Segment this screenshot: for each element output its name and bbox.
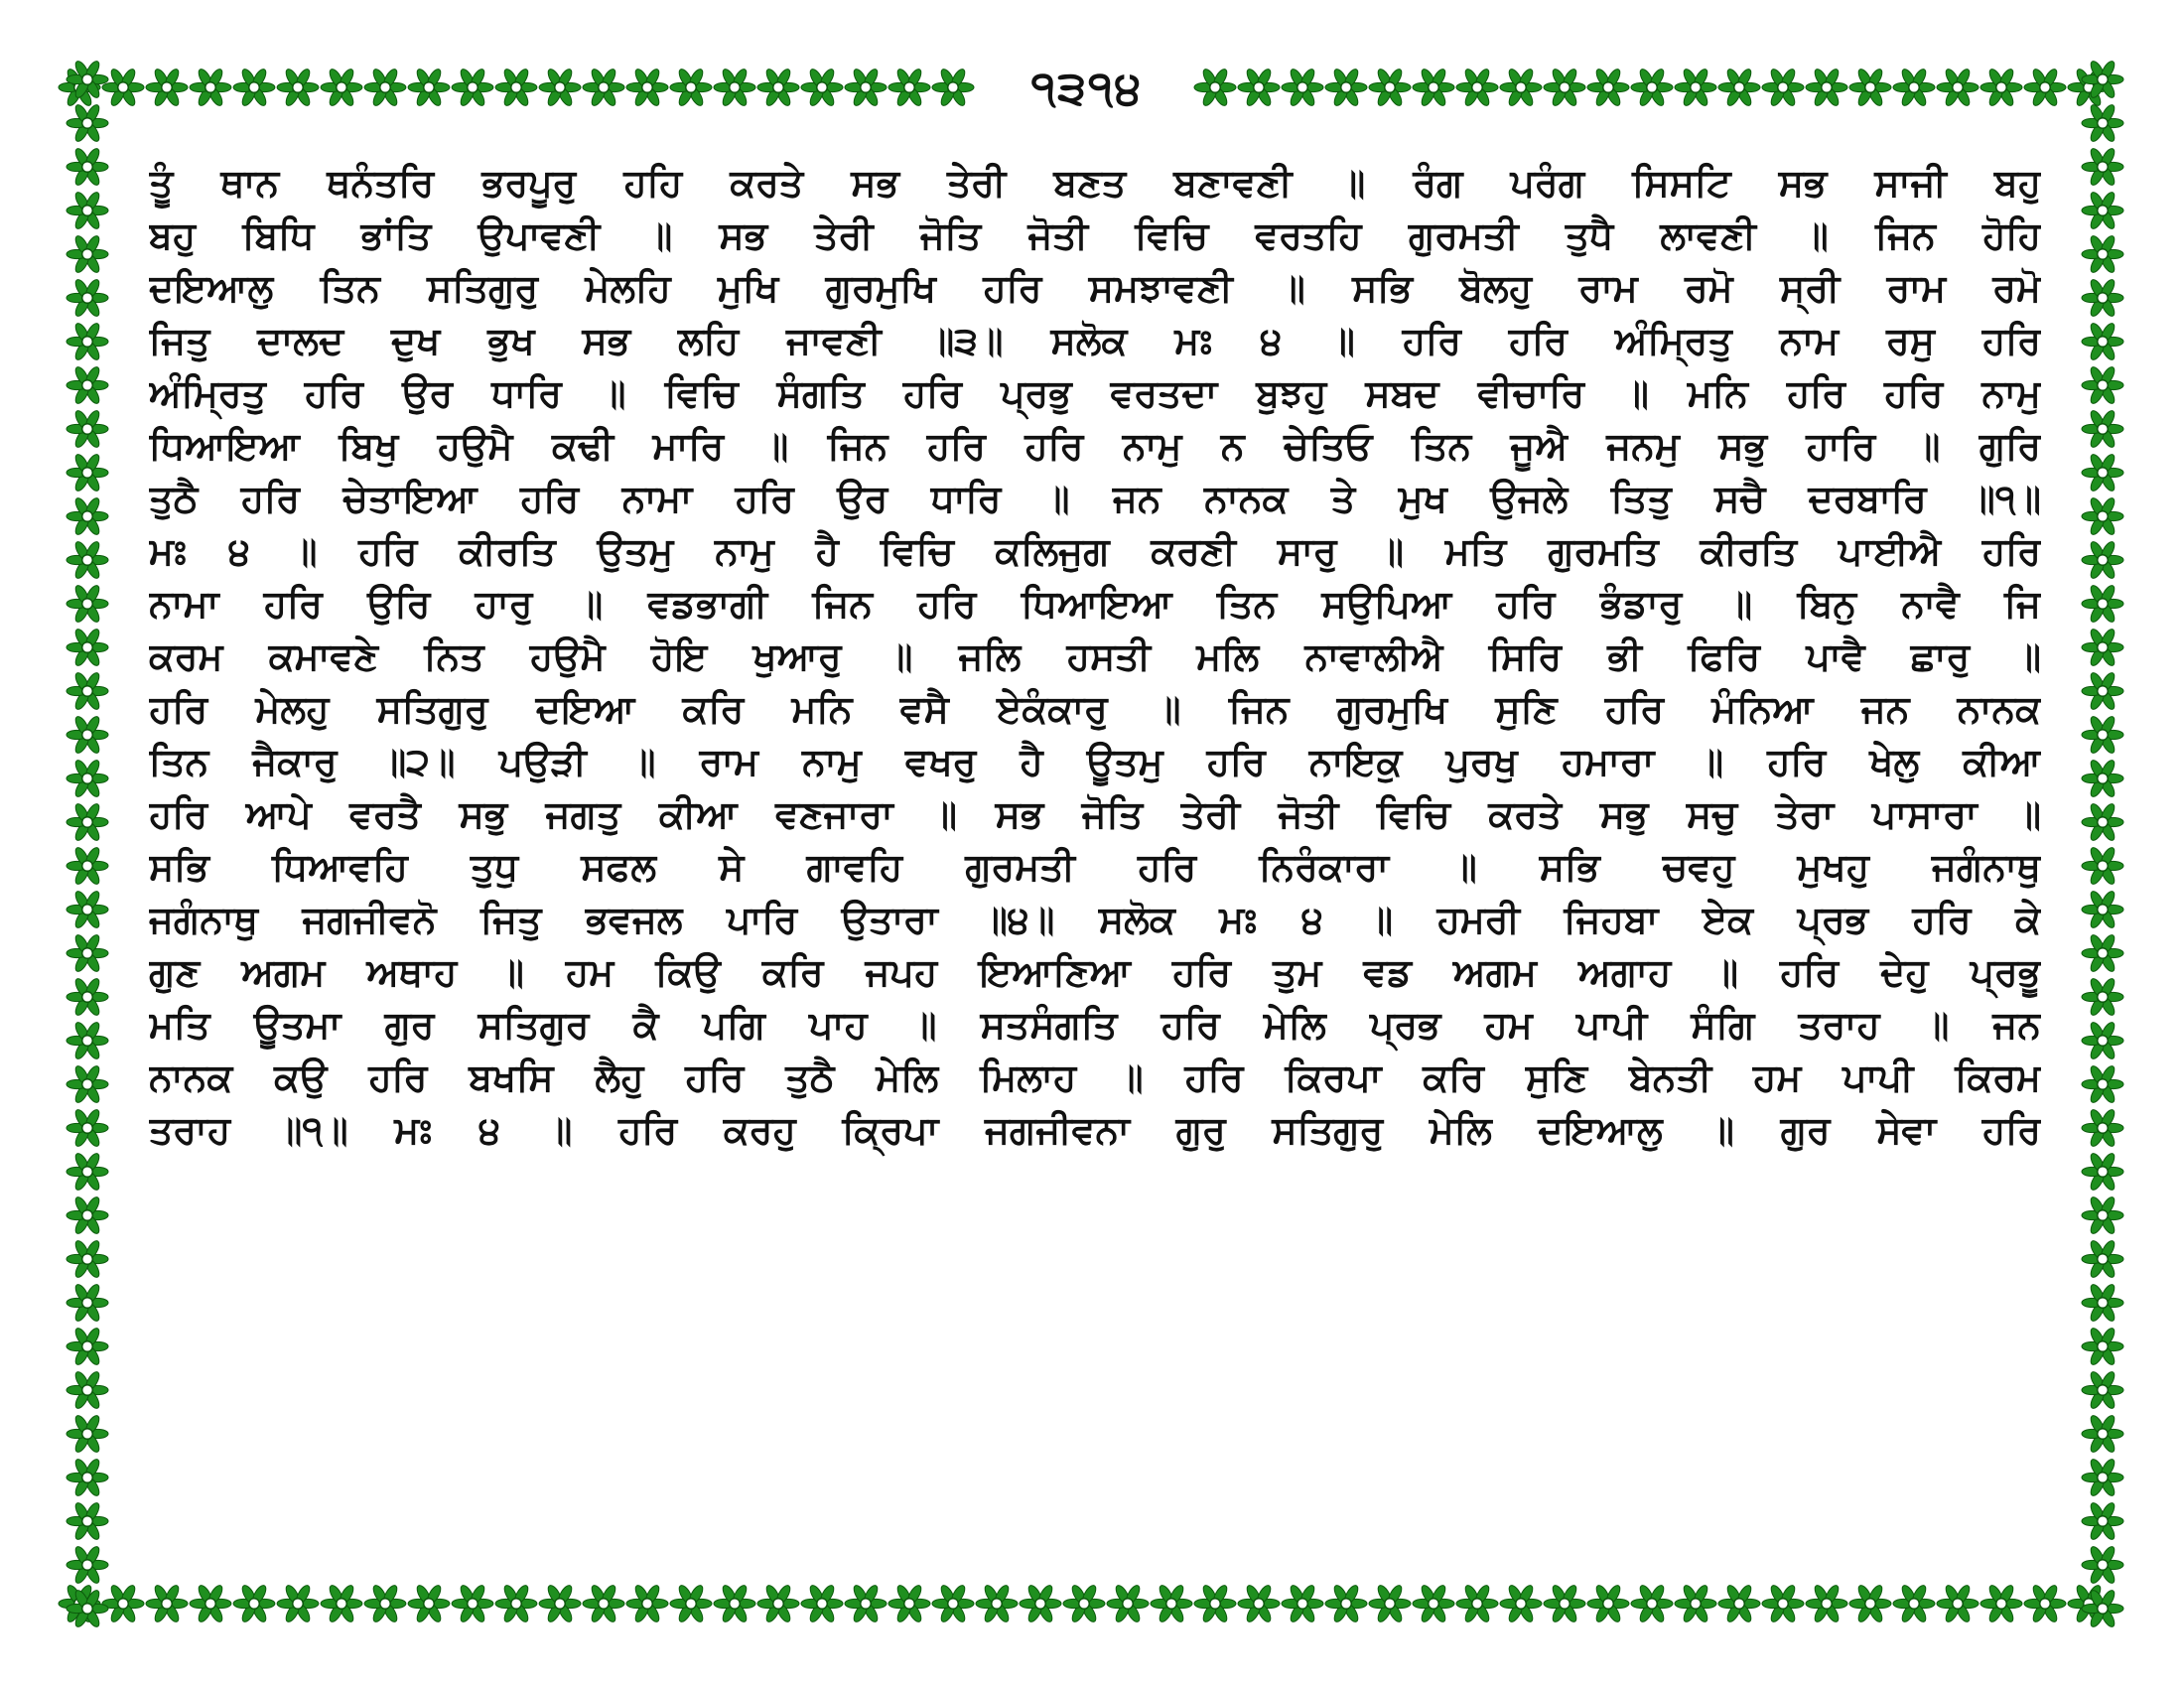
flower-icon <box>670 68 712 108</box>
flower-icon <box>2082 977 2123 1018</box>
text-line: ਤੂੰ ਥਾਨ ਥਨੰਤਰਿ ਭਰਪੂਰੁ ਹਹਿ ਕਰਤੇ ਸਭ ਤੇਰੀ ਬਣਤ ਬਣਾਵਣੀ ॥ ਰੰਗ ਪਰੰਗ ਸਿਸਟਿ ਸਭ ਸਾਜੀ ਬਹੁ <box>149 161 2041 205</box>
flower-icon <box>714 68 755 108</box>
flower-icon <box>2082 1283 2123 1324</box>
flower-icon <box>67 1196 108 1236</box>
flower-icon <box>1238 1584 1280 1624</box>
flower-icon <box>67 1152 108 1193</box>
flower-icon <box>2082 671 2123 712</box>
flower-icon <box>757 1584 799 1624</box>
flower-icon <box>1675 68 1716 108</box>
flower-icon <box>2082 103 2123 144</box>
page-number: ੧੩੧੪ <box>1030 61 1144 114</box>
flower-icon <box>539 1584 581 1624</box>
flower-icon <box>2082 890 2123 930</box>
flower-icon <box>2082 1108 2123 1149</box>
flower-icon <box>1762 68 1804 108</box>
flower-icon <box>1893 1584 1935 1624</box>
flower-icon <box>2082 1414 2123 1455</box>
text-line: ਬਹੁ ਬਿਧਿ ਭਾਂਤਿ ਉਪਾਵਣੀ ॥ ਸਭ ਤੇਰੀ ਜੋਤਿ ਜੋਤੀ ਵਿਚਿ ਵਰਤਹਿ ਗੁਰਮਤੀ ਤੁਧੈ ਲਾਵਣੀ ॥ ਜਿਨ ਹੋਹਿ <box>149 213 2041 257</box>
flower-icon <box>2082 365 2123 406</box>
flower-icon <box>583 1584 624 1624</box>
text-line: ਧਿਆਇਆ ਬਿਖੁ ਹਉਮੈ ਕਢੀ ਮਾਰਿ ॥ ਜਿਨ ਹਰਿ ਹਰਿ ਨਾਮੁ ਨ ਚੇਤਿਓ ਤਿਨ ਜੂਐ ਜਨਮੁ ਸਭੁ ਹਾਰਿ ॥ ਗੁਰਿ <box>149 424 2041 468</box>
flower-icon <box>2082 1327 2123 1367</box>
flower-icon <box>1282 1584 1323 1624</box>
flower-icon <box>1413 68 1454 108</box>
flower-icon <box>1544 1584 1585 1624</box>
flower-icon <box>2082 496 2123 537</box>
flower-icon <box>626 1584 668 1624</box>
flower-icon <box>1325 68 1367 108</box>
flower-icon <box>67 1064 108 1105</box>
text-line: ਹਰਿ ਮੇਲਹੁ ਸਤਿਗੁਰੁ ਦਇਆ ਕਰਿ ਮਨਿ ਵਸੈ ਏਕੰਕਾਰੁ ॥ ਜਿਨ ਗੁਰਮੁਖਿ ਸੁਣਿ ਹਰਿ ਮੰਨਿਆ ਜਨ ਨਾਨਕ <box>149 687 2041 731</box>
flower-icon <box>1325 1584 1367 1624</box>
floral-border-right <box>2073 58 2132 1633</box>
text-line: ਜਿਤੁ ਦਾਲਦ ਦੁਖ ਭੁਖ ਸਭ ਲਹਿ ਜਾਵਣੀ ॥੩॥ ਸਲੋਕ ਮਃ ੪ ॥ ਹਰਿ ਹਰਿ ਅੰਮ੍ਰਿਤੁ ਨਾਮ ਰਸੁ ਹਰਿ <box>149 319 2041 362</box>
flower-icon <box>67 1589 108 1629</box>
flower-icon <box>190 1584 231 1624</box>
flower-icon <box>277 68 319 108</box>
flower-icon <box>2082 147 2123 188</box>
text-line: ਨਾਮਾ ਹਰਿ ਉਰਿ ਹਾਰੁ ॥ ਵਡਭਾਗੀ ਜਿਨ ਹਰਿ ਧਿਆਇਆ ਤਿਨ ਸਉਪਿਆ ਹਰਿ ਭੰਡਾਰੁ ॥ ਬਿਨੁ ਨਾਵੈ ਜਿ <box>149 582 2041 626</box>
text-line: ਤਰਾਹ ॥੧॥ ਮਃ ੪ ॥ ਹਰਿ ਕਰਹੁ ਕ੍ਰਿਪਾ ਜਗਜੀਵਨਾ ਗੁਰੁ ਸਤਿਗੁਰੁ ਮੇਲਿ ਦਇਆਲੁ ॥ ਗੁਰ ਸੇਵਾ ਹਰਿ <box>149 1108 2041 1152</box>
page-number-box <box>1003 56 1171 121</box>
flower-icon <box>321 1584 362 1624</box>
flower-icon <box>2082 322 2123 362</box>
flower-icon <box>67 846 108 887</box>
flower-icon <box>67 802 108 843</box>
flower-icon <box>1937 1584 1979 1624</box>
flower-icon <box>1020 1584 1061 1624</box>
flower-icon <box>1456 68 1498 108</box>
flower-icon <box>1806 1584 1847 1624</box>
flower-icon <box>1456 1584 1498 1624</box>
flower-icon <box>67 147 108 188</box>
flower-icon <box>67 1458 108 1498</box>
floral-border-bottom <box>58 1574 2132 1633</box>
flower-icon <box>233 1584 275 1624</box>
flower-icon <box>67 278 108 319</box>
flower-icon <box>2082 1501 2123 1542</box>
flower-icon <box>1063 1584 1105 1624</box>
flower-icon <box>233 68 275 108</box>
flower-icon <box>67 1239 108 1280</box>
flower-icon <box>1500 68 1542 108</box>
flower-icon <box>67 234 108 275</box>
flower-icon <box>67 1501 108 1542</box>
flower-icon <box>1587 1584 1629 1624</box>
flower-icon <box>67 103 108 144</box>
flower-icon <box>583 68 624 108</box>
flower-icon <box>1762 1584 1804 1624</box>
flower-icon <box>364 68 406 108</box>
flower-icon <box>1980 68 2022 108</box>
flower-icon <box>2082 1370 2123 1411</box>
flower-icon <box>2082 1458 2123 1498</box>
flower-icon <box>2024 68 2066 108</box>
flower-icon <box>801 1584 843 1624</box>
flower-icon <box>2082 584 2123 625</box>
flower-icon <box>67 671 108 712</box>
flower-icon <box>1194 1584 1236 1624</box>
flower-icon <box>408 1584 450 1624</box>
flower-icon <box>932 1584 974 1624</box>
flower-icon <box>67 715 108 756</box>
flower-icon <box>1413 1584 1454 1624</box>
flower-icon <box>67 191 108 231</box>
flower-icon <box>2082 1152 2123 1193</box>
flower-icon <box>277 1584 319 1624</box>
flower-icon <box>67 628 108 668</box>
flower-icon <box>1631 1584 1673 1624</box>
flower-icon <box>1806 68 1847 108</box>
flower-icon <box>1587 68 1629 108</box>
flower-icon <box>67 1021 108 1061</box>
flower-icon <box>2082 1589 2123 1629</box>
floral-border-left <box>58 58 117 1633</box>
flower-icon <box>2082 759 2123 799</box>
flower-icon <box>1238 68 1280 108</box>
flower-icon <box>67 409 108 450</box>
flower-icon <box>146 68 188 108</box>
flower-icon <box>364 1584 406 1624</box>
flower-icon <box>1718 68 1760 108</box>
flower-icon <box>2082 409 2123 450</box>
text-line: ਮਃ ੪ ॥ ਹਰਿ ਕੀਰਤਿ ਉਤਮੁ ਨਾਮੁ ਹੈ ਵਿਚਿ ਕਲਿਜੁਗ ਕਰਣੀ ਸਾਰੁ ॥ ਮਤਿ ਗੁਰਮਤਿ ਕੀਰਤਿ ਪਾਈਐ ਹਰਿ <box>149 529 2041 573</box>
flower-icon <box>2082 1021 2123 1061</box>
text-line: ਅੰਮ੍ਰਿਤੁ ਹਰਿ ਉਰ ਧਾਰਿ ॥ ਵਿਚਿ ਸੰਗਤਿ ਹਰਿ ਪ੍ਰਭੁ ਵਰਤਦਾ ਬੁਝਹੁ ਸਬਦ ਵੀਚਾਰਿ ॥ ਮਨਿ ਹਰਿ ਹਰਿ ਨਾਮੁ <box>149 371 2041 415</box>
flower-icon <box>976 1584 1018 1624</box>
flower-icon <box>714 1584 755 1624</box>
flower-icon <box>1500 1584 1542 1624</box>
text-line: ਨਾਨਕ ਕਉ ਹਰਿ ਬਖਸਿ ਲੈਹੁ ਹਰਿ ਤੁਠੈ ਮੇਲਿ ਮਿਲਾਹ ॥ ਹਰਿ ਕਿਰਪਾ ਕਰਿ ਸੁਣਿ ਬੇਨਤੀ ਹਮ ਪਾਪੀ ਕਿਰਮ <box>149 1055 2041 1099</box>
flower-icon <box>67 453 108 493</box>
flower-icon <box>2082 628 2123 668</box>
flower-icon <box>539 68 581 108</box>
flower-icon <box>2082 1196 2123 1236</box>
flower-icon <box>1849 68 1891 108</box>
flower-icon <box>321 68 362 108</box>
text-line: ਕਰਮ ਕਮਾਵਣੇ ਨਿਤ ਹਉਮੈ ਹੋਇ ਖੁਆਰੁ ॥ ਜਲਿ ਹਸਤੀ ਮਲਿ ਨਾਵਾਲੀਐ ਸਿਰਿ ਭੀ ਫਿਰਿ ਪਾਵੈ ਛਾਰੁ ॥ <box>149 634 2041 678</box>
flower-icon <box>2082 191 2123 231</box>
flower-icon <box>2082 1239 2123 1280</box>
flower-icon <box>2082 60 2123 100</box>
flower-icon <box>845 1584 887 1624</box>
flower-icon <box>67 1283 108 1324</box>
text-line: ਤਿਨ ਜੈਕਾਰੁ ॥੨॥ ਪਉੜੀ ॥ ਰਾਮ ਨਾਮੁ ਵਖਰੁ ਹੈ ਊਤਮੁ ਹਰਿ ਨਾਇਕੁ ਪੁਰਖੁ ਹਮਾਰਾ ॥ ਹਰਿ ਖੇਲੁ ਕੀਆ <box>149 740 2041 783</box>
flower-icon <box>2082 278 2123 319</box>
text-line: ਮਤਿ ਊਤਮਾ ਗੁਰ ਸਤਿਗੁਰ ਕੈ ਪਗਿ ਪਾਹ ॥ ਸਤਸੰਗਤਿ ਹਰਿ ਮੇਲਿ ਪ੍ਰਭ ਹਮ ਪਾਪੀ ਸੰਗਿ ਤਰਾਹ ॥ ਜਨ <box>149 1003 2041 1047</box>
flower-icon <box>670 1584 712 1624</box>
flower-icon <box>67 496 108 537</box>
flower-icon <box>2024 1584 2066 1624</box>
flower-icon <box>2082 234 2123 275</box>
flower-icon <box>67 1327 108 1367</box>
flower-icon <box>1980 1584 2022 1624</box>
flower-icon <box>757 68 799 108</box>
flower-icon <box>190 68 231 108</box>
flower-icon <box>67 1414 108 1455</box>
text-line: ਗੁਣ ਅਗਮ ਅਥਾਹ ॥ ਹਮ ਕਿਉ ਕਰਿ ਜਪਹ ਇਆਣਿਆ ਹਰਿ ਤੁਮ ਵਡ ਅਗਮ ਅਗਾਹ ॥ ਹਰਿ ਦੇਹੁ ਪ੍ਰਭੂ <box>149 950 2041 994</box>
flower-icon <box>408 68 450 108</box>
flower-icon <box>67 365 108 406</box>
scripture-text <box>149 157 2041 1547</box>
flower-icon <box>801 68 843 108</box>
flower-icon <box>1369 1584 1411 1624</box>
flower-icon <box>626 68 668 108</box>
flower-icon <box>1849 1584 1891 1624</box>
text-line: ਤੁਠੈ ਹਰਿ ਚੇਤਾਇਆ ਹਰਿ ਨਾਮਾ ਹਰਿ ਉਰ ਧਾਰਿ ॥ ਜਨ ਨਾਨਕ ਤੇ ਮੁਖ ਉਜਲੇ ਤਿਤੁ ਸਚੈ ਦਰਬਾਰਿ ॥੧॥ <box>149 477 2041 520</box>
flower-icon <box>1675 1584 1716 1624</box>
flower-icon <box>67 1370 108 1411</box>
flower-icon <box>1631 68 1673 108</box>
flower-icon <box>888 68 930 108</box>
flower-icon <box>67 584 108 625</box>
flower-icon <box>2082 715 2123 756</box>
flower-icon <box>2082 933 2123 974</box>
flower-icon <box>2082 453 2123 493</box>
flower-icon <box>67 977 108 1018</box>
flower-icon <box>1718 1584 1760 1624</box>
flower-icon <box>2082 846 2123 887</box>
flower-icon <box>1107 1584 1149 1624</box>
flower-icon <box>1194 68 1236 108</box>
flower-icon <box>1151 1584 1192 1624</box>
text-line: ਹਰਿ ਆਪੇ ਵਰਤੈ ਸਭੁ ਜਗਤੁ ਕੀਆ ਵਣਜਾਰਾ ॥ ਸਭ ਜੋਤਿ ਤੇਰੀ ਜੋਤੀ ਵਿਚਿ ਕਰਤੇ ਸਭੁ ਸਚੁ ਤੇਰਾ ਪਾਸਾਰਾ ॥ <box>149 792 2041 836</box>
text-line: ਸਭਿ ਧਿਆਵਹਿ ਤੁਧੁ ਸਫਲ ਸੇ ਗਾਵਹਿ ਗੁਰਮਤੀ ਹਰਿ ਨਿਰੰਕਾਰਾ ॥ ਸਭਿ ਚਵਹੁ ਮੁਖਹੁ ਜਗੰਨਾਥੁ <box>149 845 2041 889</box>
flower-icon <box>2082 540 2123 581</box>
flower-icon <box>1544 68 1585 108</box>
flower-icon <box>67 759 108 799</box>
flower-icon <box>845 68 887 108</box>
flower-icon <box>1282 68 1323 108</box>
flower-icon <box>452 1584 493 1624</box>
flower-icon <box>67 540 108 581</box>
text-line: ਜਗੰਨਾਥੁ ਜਗਜੀਵਨੋ ਜਿਤੁ ਭਵਜਲ ਪਾਰਿ ਉਤਾਰਾ ॥੪॥ ਸਲੋਕ ਮਃ ੪ ॥ ਹਮਰੀ ਜਿਹਬਾ ਏਕ ਪ੍ਰਭ ਹਰਿ ਕੇ <box>149 898 2041 941</box>
flower-icon <box>67 890 108 930</box>
flower-icon <box>146 1584 188 1624</box>
flower-icon <box>67 322 108 362</box>
flower-icon <box>932 68 974 108</box>
flower-icon <box>1369 68 1411 108</box>
flower-icon <box>67 1108 108 1149</box>
flower-icon <box>1893 68 1935 108</box>
flower-icon <box>1937 68 1979 108</box>
flower-icon <box>452 68 493 108</box>
flower-icon <box>495 68 537 108</box>
flower-icon <box>888 1584 930 1624</box>
flower-icon <box>495 1584 537 1624</box>
flower-icon <box>2082 1545 2123 1586</box>
flower-icon <box>2082 1064 2123 1105</box>
flower-icon <box>67 1545 108 1586</box>
flower-icon <box>67 933 108 974</box>
text-line: ਦਇਆਲੁ ਤਿਨ ਸਤਿਗੁਰੁ ਮੇਲਹਿ ਮੁਖਿ ਗੁਰਮੁਖਿ ਹਰਿ ਸਮਝਾਵਣੀ ॥ ਸਭਿ ਬੋਲਹੁ ਰਾਮ ਰਮੋ ਸ੍ਰੀ ਰਾਮ ਰਮੋ <box>149 266 2041 310</box>
flower-icon <box>67 60 108 100</box>
flower-icon <box>2082 802 2123 843</box>
